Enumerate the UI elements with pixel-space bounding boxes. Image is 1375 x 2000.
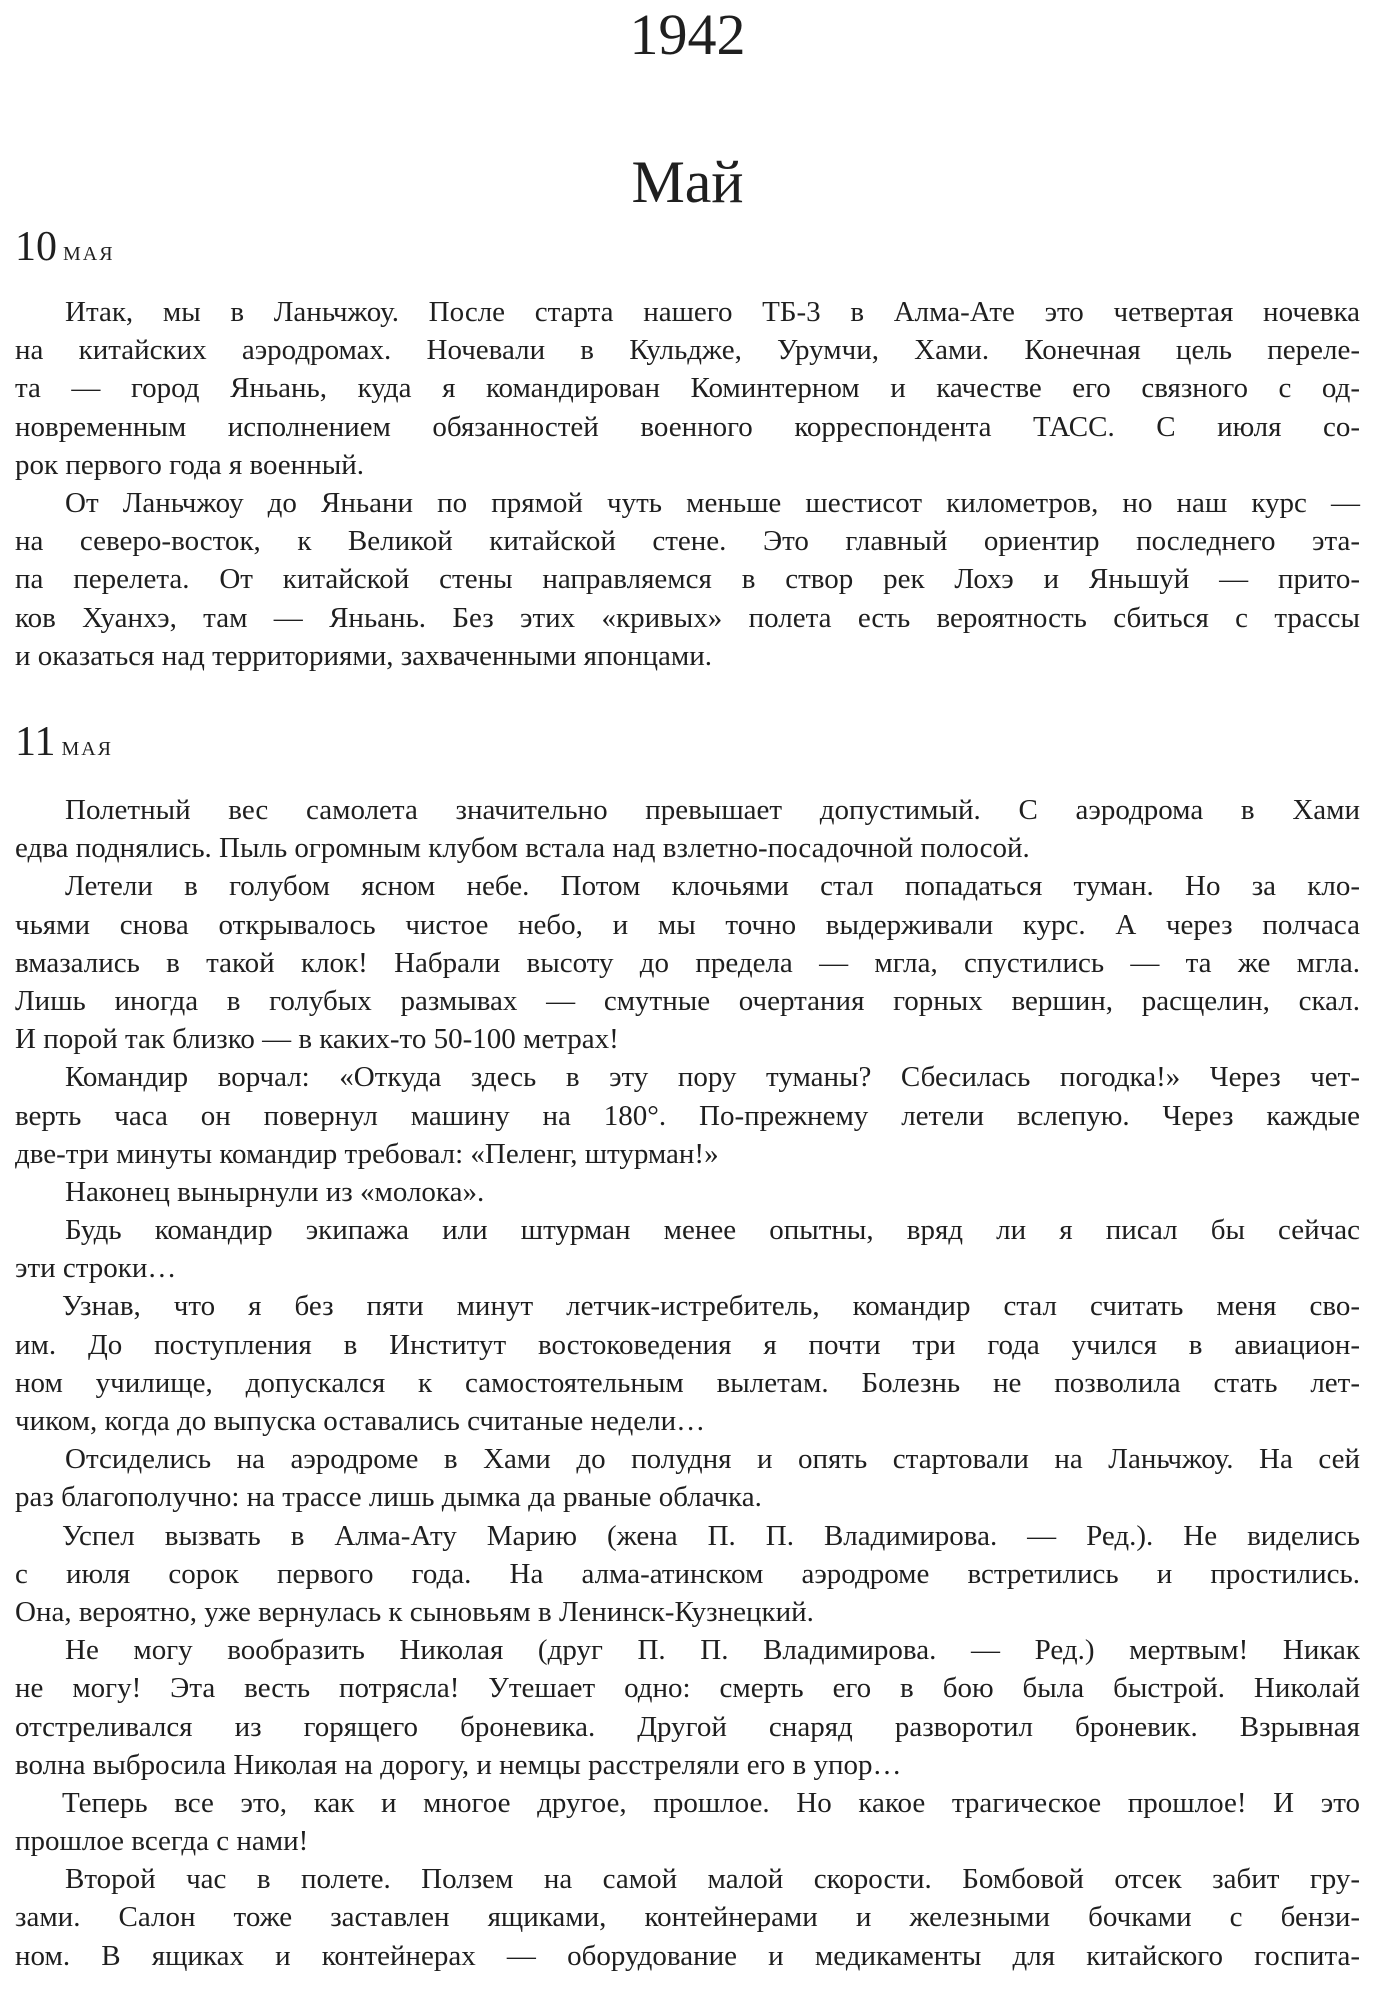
text-line: чьями снова открывалось чистое небо, и мы точно выдерживали курс. А через полчаса: [15, 908, 1360, 941]
date-heading-11-may: [15, 717, 113, 772]
text-line: От Ланьчжоу до Яньани по прямой чуть меньше шестисот километров, но наш курс —: [65, 486, 1360, 519]
text-line: Наконец вынырнули из «молока».: [65, 1175, 485, 1208]
text-line: им. До поступления в Институт востоковедения я почти три года учился в авиацион-: [15, 1328, 1360, 1361]
text-line: и оказаться над территориями, захваченными японцами.: [15, 639, 713, 672]
text-line: новременным исполнением обязанностей военного корреспондента ТАСС. С июля со-: [15, 410, 1360, 443]
text-line: раз благополучно: на трассе лишь дымка да рваные облачка.: [15, 1481, 762, 1514]
text-line: Теперь все это, как и многое другое, прошлое. Но какое трагическое прошлое! И это: [62, 1786, 1360, 1819]
section-10-may-text: [15, 293, 1360, 675]
text-line: Командир ворчал: «Откуда здесь в эту пору туманы? Сбесилась погодка!» Через чет-: [65, 1061, 1360, 1094]
text-line: та — город Яньань, куда я командирован Коминтерном и качестве его связного с од-: [15, 372, 1360, 405]
year-heading: 1942: [629, 2, 746, 67]
date-number: 10: [15, 224, 57, 270]
text-line: волна выбросила Николая на дорогу, и немцы расстреляли его в упор…: [15, 1748, 902, 1781]
text-line: па перелета. От китайской стены направляемся в створ рек Лохэ и Яньшуй — прито-: [15, 563, 1360, 596]
text-line: едва поднялись. Пыль огромным клубом встала над взлетно-посадочной полосой.: [15, 832, 1030, 865]
text-line: ном училище, допускался к самостоятельным вылетам. Болезнь не позволила стать лет-: [15, 1366, 1360, 1399]
text-line: эти строки…: [15, 1252, 177, 1285]
date-month: мая: [61, 731, 114, 762]
text-line: две-три минуты командир требовал: «Пеленг, штурман!»: [15, 1137, 719, 1170]
text-line: на китайских аэродромах. Ночевали в Кульдже, Урумчи, Хами. Конечная цель переле-: [15, 334, 1360, 367]
text-line: рок первого года я военный.: [15, 448, 364, 481]
text-line: Летели в голубом ясном небе. Потом клочьями стал попадаться туман. Но за кло-: [65, 870, 1360, 903]
text-line: Она, вероятно, уже вернулась к сыновьям в Ленинск-Кузнецкий.: [15, 1595, 814, 1628]
text-line: с июля сорок первого года. На алма-атинском аэродроме встретились и простились.: [15, 1557, 1360, 1590]
text-line: И порой так близко — в каких-то 50-100 метрах!: [15, 1023, 619, 1056]
text-line: Не могу вообразить Николая (друг П. П. Владимирова. — Ред.) мертвым! Никак: [65, 1634, 1360, 1667]
text-line: на северо-восток, к Великой китайской стене. Это главный ориентир последнего эта-: [15, 525, 1360, 558]
text-line: Полетный вес самолета значительно превышает допустимый. С аэродрома в Хами: [65, 794, 1360, 826]
text-line: Успел вызвать в Алма-Ату Марию (жена П. П. Владимирова. — Ред.). Не виделись: [62, 1519, 1360, 1552]
text-line: Итак, мы в Ланьчжоу. После старта нашего ТБ-3 в Алма-Ате это четвертая ночевка: [65, 296, 1360, 328]
text-line: чиком, когда до выпуска оставались считаные недели…: [15, 1405, 706, 1437]
section-11-may-text: [15, 791, 1360, 1975]
text-line: Отсиделись на аэродроме в Хами до полудня и опять стартовали на Ланьчжоу. На сей: [65, 1443, 1360, 1476]
date-heading-10-may: [15, 222, 115, 277]
text-line: не могу! Эта весть потрясла! Утешает одно: смерть его в бою была быстрой. Николай: [15, 1672, 1360, 1705]
text-line: верть часа он повернул машину на 180°. По-прежнему летели вслепую. Через каждые: [15, 1099, 1360, 1132]
text-line: зами. Салон тоже заставлен ящиками, контейнерами и железными бочками с бензи-: [15, 1901, 1360, 1934]
text-line: отстреливался из горящего броневика. Другой снаряд разворотил броневик. Взрывная: [15, 1710, 1360, 1743]
text-line: Второй час в полете. Ползем на самой малой скорости. Бомбовой отсек забит гру-: [65, 1863, 1360, 1896]
text-line: Узнав, что я без пяти минут летчик-истребитель, командир стал считать меня сво-: [62, 1290, 1360, 1323]
text-line: ков Хуанхэ, там — Яньань. Без этих «кривых» полета есть вероятность сбиться с трассы: [15, 601, 1360, 634]
month-heading: Май: [631, 149, 744, 215]
text-line: ном. В ящиках и контейнерах — оборудование и медикаменты для китайского госпита-: [15, 1939, 1360, 1972]
text-line: прошлое всегда с нами!: [15, 1825, 309, 1858]
text-line: вмазались в такой клок! Набрали высоту до предела — мгла, спустились — та же мгла.: [15, 946, 1360, 979]
date-month: мая: [63, 236, 115, 267]
date-number: 11: [15, 719, 56, 765]
text-line: Лишь иногда в голубых размывах — смутные очертания горных вершин, расщелин, скал.: [15, 984, 1360, 1017]
text-line: Будь командир экипажа или штурман менее опытны, вряд ли я писал бы сейчас: [65, 1214, 1360, 1247]
